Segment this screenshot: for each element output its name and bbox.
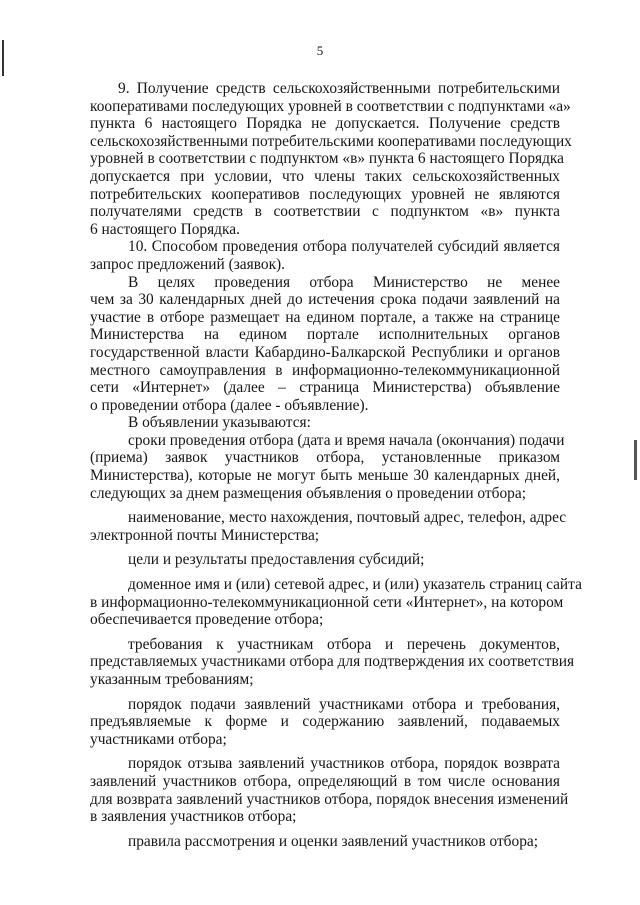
text-line: сельскохозяйственными потребительскими кооперативами последующих (90, 132, 572, 150)
text-line: государственной власти Кабардино-Балкарской Республики и органов (90, 343, 560, 361)
text-line: в информационно-телекоммуникационной сети «Интернет», на котором (90, 593, 564, 611)
text-line: указанным требованиям; (90, 671, 254, 688)
paragraph-text (90, 755, 569, 826)
text-line: запрос предложений (заявок). (90, 255, 286, 273)
paragraph-text (90, 274, 560, 415)
paragraph-text (90, 551, 560, 569)
text-line: Министерства на едином портале исполнительных органов (90, 326, 560, 344)
text-line: участниками отбора; (90, 730, 227, 748)
text-line: сроки проведения отбора (дата и время начала (окончания) подачи (128, 431, 565, 449)
text-line: допускается при условии, что члены таких сельскохозяйственных (90, 167, 560, 185)
text-line: представляемых участниками отбора для подтверждения их соответствия (90, 653, 575, 671)
paragraph (90, 755, 569, 826)
text-line: наименование, место нахождения, почтовый адрес, телефон, адрес (128, 509, 567, 527)
paragraph (90, 576, 582, 629)
paragraph-text (90, 80, 572, 238)
text-line: следующих за днем размещения объявления о проведении отбора; (90, 484, 526, 502)
text-line: требования к участникам отбора и перечень документов, (128, 635, 560, 653)
text-line: Министерства), которые не могут быть меньше 30 календарных дней, (90, 467, 560, 485)
text-line: 9. Получение средств сельскохозяйственными потребительскими (118, 80, 560, 97)
text-line: доменное имя и (или) сетевой адрес, и (или) указатель страниц сайта (128, 576, 582, 594)
paragraph (90, 238, 560, 273)
text-line: В объявлении указываются: (128, 414, 311, 432)
text-line: электронной почты Министерства; (90, 526, 320, 544)
scan-edge-mark (634, 440, 637, 480)
paragraph (90, 431, 565, 502)
text-line: кооперативами последующих уровней в соответствии с подпунктами «а» (90, 97, 571, 115)
paragraph (90, 551, 560, 569)
paragraph (90, 833, 560, 851)
paragraph (90, 635, 575, 689)
text-line: сети «Интернет» (далее – страница Министерства) объявление (90, 379, 560, 397)
paragraph-text (90, 833, 560, 851)
paragraph-text (90, 238, 560, 273)
paragraph (90, 80, 572, 238)
text-line: о проведении отбора (далее - объявление). (90, 396, 369, 414)
text-line: потребительских кооперативов последующих уровней не являются (90, 185, 560, 203)
text-line: цели и результаты предоставления субсидий; (128, 551, 425, 569)
text-line: уровней в соответствии с подпунктом «в» пункта 6 настоящего Порядка (90, 150, 565, 168)
text-line: пункта 6 настоящего Порядка не допускается. Получение средств (90, 115, 560, 133)
paragraph-text (90, 696, 560, 749)
text-line: (приема) заявок участников отбора, установленные приказом (90, 449, 560, 467)
text-line: 10. Способом проведения отбора получателей субсидий является (128, 238, 560, 256)
text-line: 6 настоящего Порядка. (90, 220, 240, 238)
document-body (90, 80, 582, 850)
text-line: чем за 30 календарных дней до истечения срока подачи заявлений на (90, 291, 560, 309)
text-line: получателями средств в соответствии с подпунктом «в» пункта (90, 203, 560, 221)
text-line: правила рассмотрения и оценки заявлений участников отбора; (128, 832, 539, 850)
page-number: 5 (316, 43, 324, 58)
text-line: В целях проведения отбора Министерство не менее (128, 273, 560, 291)
paragraph (90, 509, 567, 544)
text-line: предъявляемые к форме и содержанию заявлений, подаваемых (90, 713, 560, 731)
text-line: местного самоуправления в информационно-телекоммуникационной (90, 361, 560, 379)
text-line: порядок отзыва заявлений участников отбора, порядок возврата (128, 755, 560, 773)
paragraph (90, 274, 560, 415)
paragraph-text (90, 635, 575, 689)
paragraph-text (90, 509, 567, 544)
paragraph-text (90, 576, 582, 629)
paragraph-text (90, 414, 560, 432)
text-line: в заявления участников отбора; (90, 808, 297, 826)
text-line: обеспечивается проведение отбора; (90, 611, 324, 629)
text-line: участие в отборе размещает на едином портале, а также на странице (90, 308, 560, 326)
paragraph (90, 696, 560, 749)
text-line: порядок подачи заявлений участниками отбора и требования, (128, 695, 560, 713)
text-line: для возврата заявлений участников отбора, порядок внесения изменений (90, 790, 569, 808)
text-line: заявлений участников отбора, определяющий в том числе основания (90, 772, 560, 790)
paragraph-text (90, 431, 565, 502)
paragraph (90, 414, 560, 432)
